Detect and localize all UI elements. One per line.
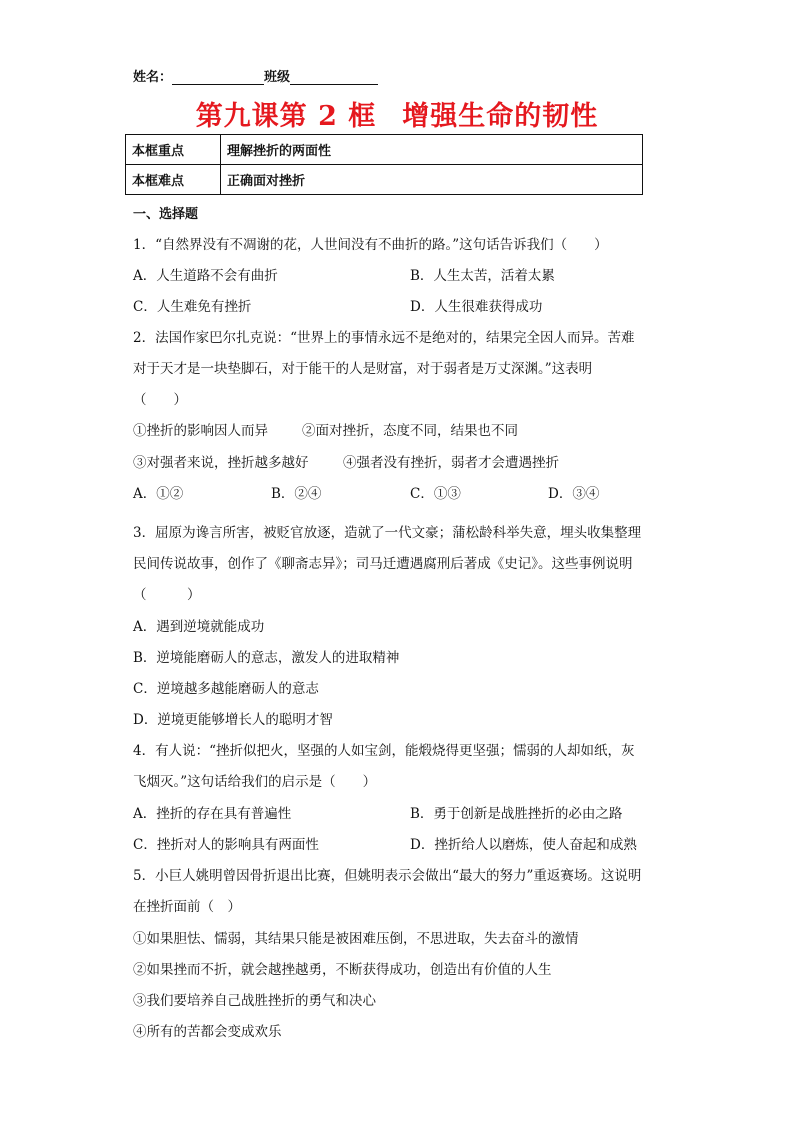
q3-option-c[interactable]: C．逆境越多越能磨砺人的意志 bbox=[133, 681, 319, 697]
q1-stem: 1．“自然界没有不凋谢的花，人世间没有不曲折的路。”这句话告诉我们（ ） bbox=[133, 237, 608, 253]
title-part-3: 增强生命的韧性 bbox=[402, 101, 599, 132]
q5-statement-3: ③我们要培养自己战胜挫折的勇气和决心 bbox=[133, 993, 376, 1009]
class-blank[interactable] bbox=[290, 70, 378, 85]
q2-stem-line-2: 对于天才是一块垫脚石，对于能干的人是财富，对于弱者是万丈深渊。”这表明 bbox=[133, 361, 593, 377]
q3-option-b[interactable]: B．逆境能磨砺人的意志，激发人的进取精神 bbox=[133, 650, 400, 666]
title-part-1: 第九课第 bbox=[195, 101, 308, 132]
q4-stem-line-1: 4．有人说：“挫折似把火，坚强的人如宝剑，能煅烧得更坚强；懦弱的人却如纸，灰 bbox=[133, 743, 635, 759]
q2-statement-3: ③对强者来说，挫折越多越好 bbox=[133, 455, 309, 471]
q2-statement-1: ①挫折的影响因人而异 bbox=[133, 423, 268, 439]
q2-option-c[interactable]: C．①③ bbox=[410, 486, 461, 502]
q1-option-a[interactable]: A．人生道路不会有曲折 bbox=[133, 268, 278, 284]
section-heading: 一、选择题 bbox=[133, 207, 199, 222]
q1-option-c[interactable]: C．人生难免有挫折 bbox=[133, 299, 252, 315]
q1-option-d[interactable]: D．人生很难获得成功 bbox=[410, 299, 543, 315]
difficulty-value: 正确面对挫折 bbox=[221, 165, 643, 195]
q4-option-a[interactable]: A．挫折的存在具有普遍性 bbox=[133, 806, 292, 822]
q2-statement-2: ②面对挫折，态度不同，结果也不同 bbox=[302, 423, 518, 439]
name-label: 姓名： bbox=[133, 70, 173, 85]
q5-statement-1: ①如果胆怯、懦弱，其结果只能是被困难压倒，不思进取，失去奋斗的激情 bbox=[133, 931, 579, 947]
q3-stem-line-1: 3．屈原为谗言所害，被贬官放逐，造就了一代文豪；蒲松龄科举失意，埋头收集整理 bbox=[133, 525, 642, 541]
q4-option-c[interactable]: C．挫折对人的影响具有两面性 bbox=[133, 837, 319, 853]
key-points-table bbox=[125, 134, 643, 195]
student-info-line bbox=[133, 66, 378, 85]
q3-option-a[interactable]: A．遇到逆境就能成功 bbox=[133, 619, 265, 635]
q5-statement-2: ②如果挫而不折，就会越挫越勇，不断获得成功，创造出有价值的人生 bbox=[133, 962, 552, 978]
q3-stem-line-2: 民间传说故事，创作了《聊斋志异》；司马迁遭遇腐刑后著成《史记》。这些事例说明 bbox=[133, 556, 633, 572]
q4-option-d[interactable]: D．挫折给人以磨炼，使人奋起和成熟 bbox=[410, 837, 637, 853]
q2-option-a[interactable]: A．①② bbox=[133, 486, 184, 502]
table-row bbox=[126, 135, 643, 165]
table-row bbox=[126, 165, 643, 195]
q3-option-d[interactable]: D．逆境更能够增长人的聪明才智 bbox=[133, 712, 333, 728]
q2-option-d[interactable]: D．③④ bbox=[548, 486, 600, 502]
q2-stem-line-1: 2．法国作家巴尔扎克说：“世界上的事情永远不是绝对的，结果完全因人而异。苦难 bbox=[133, 330, 635, 346]
q5-stem-line-2: 在挫折面前（ ） bbox=[133, 899, 241, 915]
page-title bbox=[0, 94, 794, 133]
q2-answer-paren: （ ） bbox=[133, 392, 187, 408]
key-point-value: 理解挫折的两面性 bbox=[221, 135, 643, 165]
difficulty-label: 本框难点 bbox=[126, 165, 221, 195]
q4-option-b[interactable]: B．勇于创新是战胜挫折的必由之路 bbox=[410, 806, 623, 822]
key-point-label: 本框重点 bbox=[126, 135, 221, 165]
class-label: 班级 bbox=[264, 70, 291, 85]
q4-stem-line-2: 飞烟灭。”这句话给我们的启示是（ ） bbox=[133, 774, 377, 790]
title-part-2: 框 bbox=[348, 101, 377, 132]
q2-statement-4: ④强者没有挫折，弱者才会遭遇挫折 bbox=[343, 455, 559, 471]
name-blank[interactable] bbox=[172, 70, 264, 85]
q2-option-b[interactable]: B．②④ bbox=[271, 486, 322, 502]
title-number: 2 bbox=[318, 101, 338, 132]
q5-stem-line-1: 5．小巨人姚明曾因骨折退出比赛，但姚明表示会做出“最大的努力”重返赛场。这说明 bbox=[133, 868, 642, 884]
q1-option-b[interactable]: B．人生太苦，活着太累 bbox=[410, 268, 555, 284]
q5-statement-4: ④所有的苦都会变成欢乐 bbox=[133, 1024, 282, 1040]
q3-answer-paren: （ ） bbox=[133, 587, 201, 603]
